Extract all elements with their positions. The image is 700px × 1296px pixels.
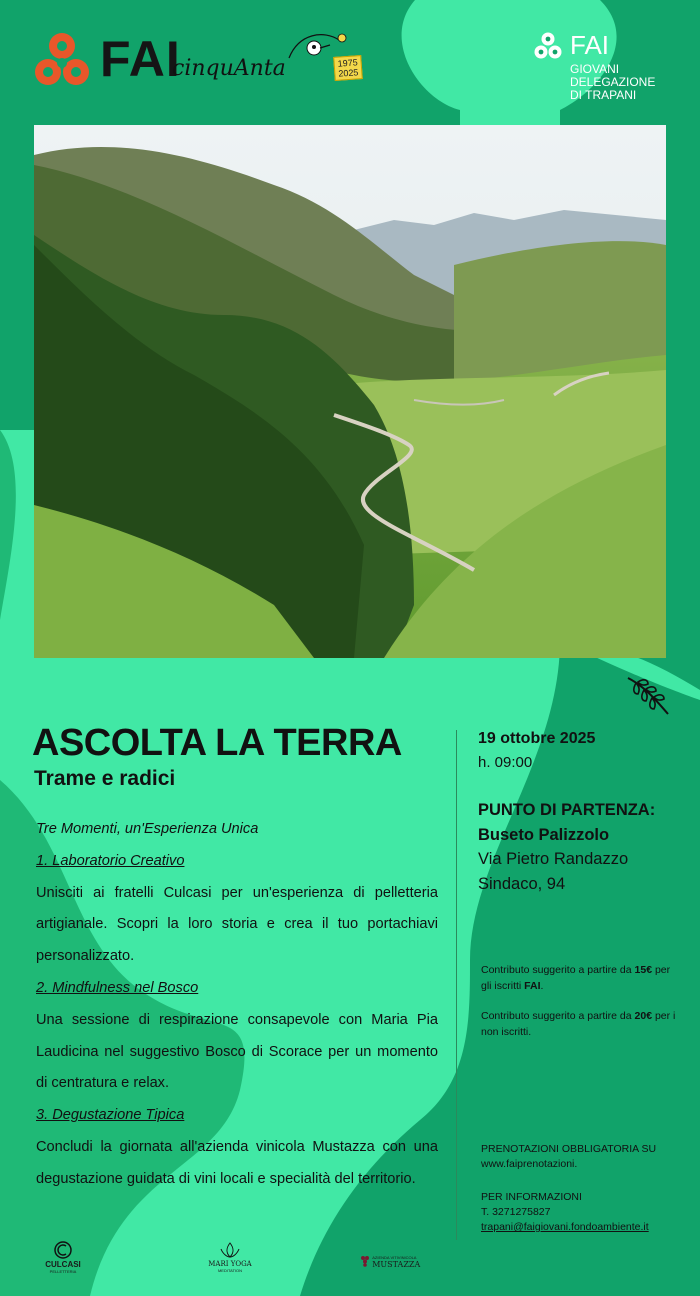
booking-info xyxy=(481,1142,656,1172)
fai-logo-text: FAI xyxy=(100,31,181,87)
booking-site-link[interactable]: www.faiprenotazioni. xyxy=(481,1158,578,1170)
departure-point xyxy=(478,798,655,848)
moment-heading: 2. Mindfulness nel Bosco xyxy=(36,979,199,996)
moment-text: Concludi la giornata all'azienda vinicola Mustazza con una degustazione guidata di vini locali e specialità del territorio. xyxy=(36,1138,438,1187)
mari-yoga-logo: MARI YOGA MEDITATION xyxy=(205,1240,255,1273)
mustazza-logo: AZIENDA VITIVINICOLA MUSTAZZA xyxy=(360,1254,440,1268)
anniversary-script: cinquAnta xyxy=(172,56,286,81)
event-time: h. 09:00 xyxy=(478,754,533,771)
info-label: PER INFORMAZIONI xyxy=(481,1191,582,1203)
fai-logo-icon xyxy=(32,30,92,90)
delegation-brand: FAI xyxy=(570,30,610,60)
culcasi-emblem-icon xyxy=(53,1240,73,1260)
contact-info xyxy=(481,1190,649,1235)
grape-icon xyxy=(360,1255,370,1267)
lotus-icon xyxy=(219,1240,241,1260)
event-date: 19 ottobre 2025 xyxy=(478,730,596,747)
culcasi-logo: CULCASI PELLETTERIA xyxy=(40,1240,86,1274)
column-divider xyxy=(456,730,457,1240)
moment-text: Unisciti ai fratelli Culcasi per un'esperienza di pelletteria artigianale. Scopri la loro storia e crea il tuo portachiavi personalizzato. xyxy=(36,884,438,965)
departure-address: Via Pietro Randazzo Sindaco, 94 xyxy=(478,850,629,893)
moment-heading: 1. Laboratorio Creativo xyxy=(36,852,185,869)
wheat-leaf-icon xyxy=(624,672,672,718)
departure-label: PUNTO DI PARTENZA: xyxy=(478,801,656,819)
event-title: ASCOLTA LA TERRA xyxy=(32,722,402,764)
contribution-members: Contributo suggerito a partire da 15€ per gli iscritti FAI. xyxy=(481,964,671,992)
anniversary-years: 1975 2025 xyxy=(333,55,363,81)
delegation-name: GIOVANI DELEGAZIONE DI TRAPANI xyxy=(570,62,656,102)
fai-giovani-logo-icon xyxy=(533,31,563,61)
departure-place: Buseto Palizzolo xyxy=(478,826,610,844)
event-program xyxy=(36,814,438,1196)
landscape-photo xyxy=(34,125,666,658)
contribution-non-members: Contributo suggerito a partire da 20€ per i non iscritti. xyxy=(481,1010,676,1038)
program-intro: Tre Momenti, un'Esperienza Unica xyxy=(36,821,259,837)
moment-text: Una sessione di respirazione consapevole con Maria Pia Laudicina nel suggestivo Bosco di Scorace per un momento di centratura e relax. xyxy=(36,1011,438,1092)
phone-number[interactable]: T. 3271275827 xyxy=(481,1206,551,1218)
event-subtitle: Trame e radici xyxy=(34,767,176,790)
email-link[interactable]: trapani@faigiovani.fondoambiente.it xyxy=(481,1221,649,1233)
booking-label: PRENOTAZIONI OBBLIGATORIA SU xyxy=(481,1143,657,1155)
moment-heading: 3. Degustazione Tipica xyxy=(36,1107,185,1124)
